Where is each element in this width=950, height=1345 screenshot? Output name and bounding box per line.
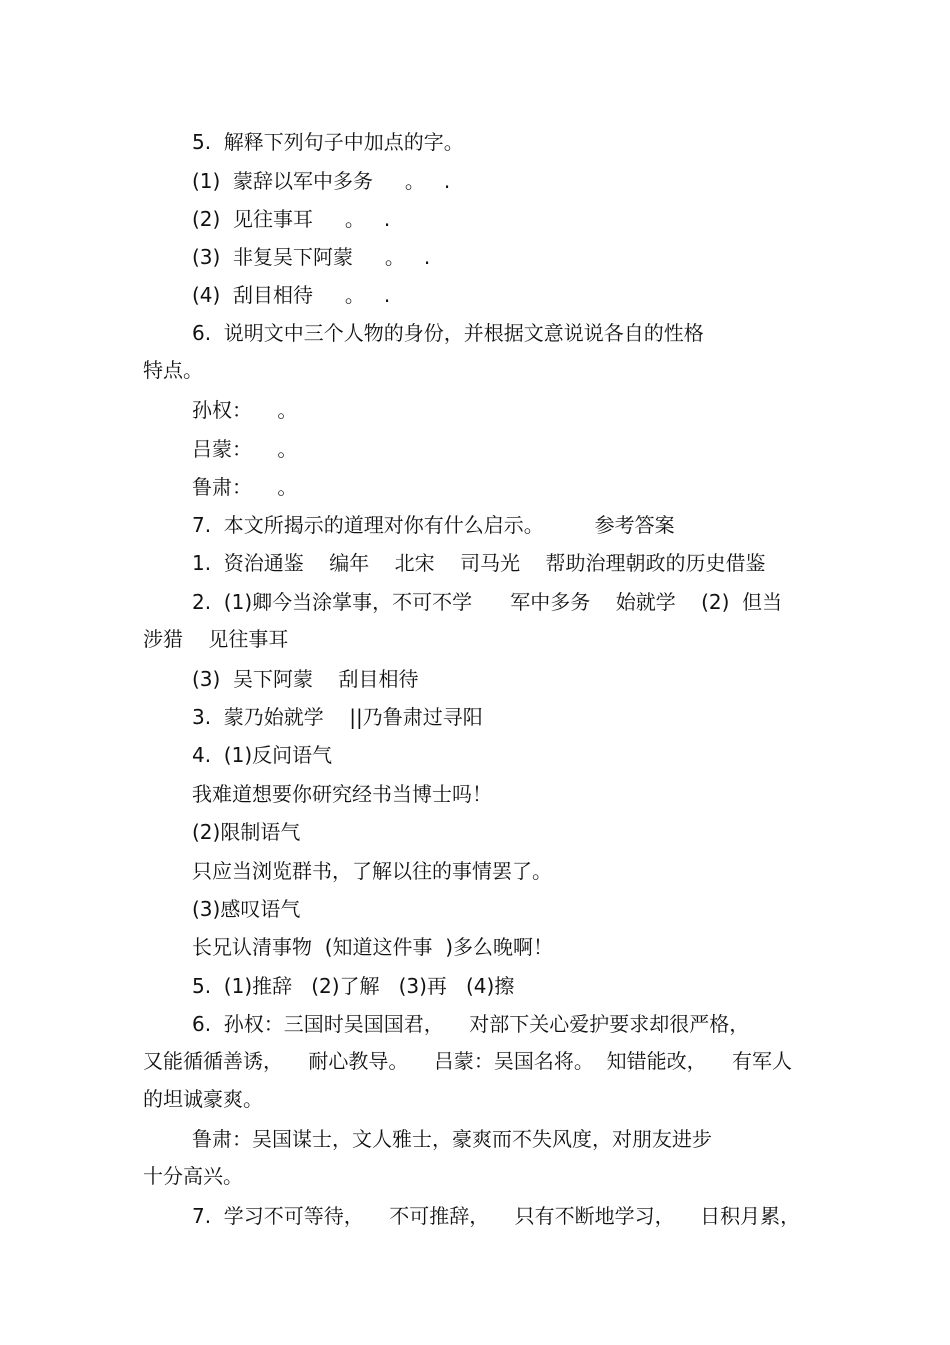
text-line: 5. (1)推辞 (2)了解 (3)再 (4)擦 <box>192 974 515 998</box>
text-line: 涉猎 见往事耳 <box>143 627 289 651</box>
text-line: 特点。 <box>143 358 203 382</box>
text-line: (2) 见往事耳 。 . <box>192 207 391 231</box>
text-line: 7. 学习不可等待， 不可推辞， 只有不断地学习， 日积月累， <box>192 1204 801 1228</box>
text-line: (2)限制语气 <box>192 820 301 844</box>
text-line: 鲁肃：吴国谋士，文人雅士，豪爽而不失风度，对朋友进步 <box>192 1127 712 1151</box>
text-line: 鲁肃： 。 <box>192 475 298 499</box>
text-line: 5. 解释下列句子中加点的字。 <box>192 130 464 154</box>
text-line: 孙权： 。 <box>192 398 298 422</box>
text-line: 的坦诚豪爽。 <box>143 1087 263 1111</box>
text-line: 只应当浏览群书，了解以往的事情罢了。 <box>192 859 552 883</box>
text-line: 又能循循善诱， 耐心教导。 吕蒙：吴国名将。 知错能改， 有军人 <box>143 1049 793 1073</box>
text-line: 3. 蒙乃始就学 ||乃鲁肃过寻阳 <box>192 705 483 729</box>
text-line: 1. 资治通鉴 编年 北宋 司马光 帮助治理朝政的历史借鉴 <box>192 551 766 575</box>
text-line: (3) 吴下阿蒙 刮目相待 <box>192 667 419 691</box>
text-line: 2. (1)卿今当涂掌事，不可不学 军中多务 始就学 (2) 但当 <box>192 590 783 614</box>
text-line: 6. 孙权：三国时吴国国君， 对部下关心爱护要求却很严格， <box>192 1012 750 1036</box>
text-line: 6. 说明文中三个人物的身份，并根据文意说说各自的性格 <box>192 321 704 345</box>
text-line: 4. (1)反问语气 <box>192 743 333 767</box>
text-line: 长兄认清事物 (知道这件事 )多么晚啊！ <box>192 935 554 959</box>
text-line: 7. 本文所揭示的道理对你有什么启示。 参考答案 <box>192 513 675 537</box>
text-line: 吕蒙： 。 <box>192 437 298 461</box>
text-line: (4) 刮目相待 。 . <box>192 283 391 307</box>
text-line: (1) 蒙辞以军中多务 。 . <box>192 169 451 193</box>
text-line: 十分高兴。 <box>143 1164 243 1188</box>
text-line: 我难道想要你研究经书当博士吗！ <box>192 782 492 806</box>
text-line: (3)感叹语气 <box>192 897 301 921</box>
text-line: (3) 非复吴下阿蒙 。 . <box>192 245 431 269</box>
